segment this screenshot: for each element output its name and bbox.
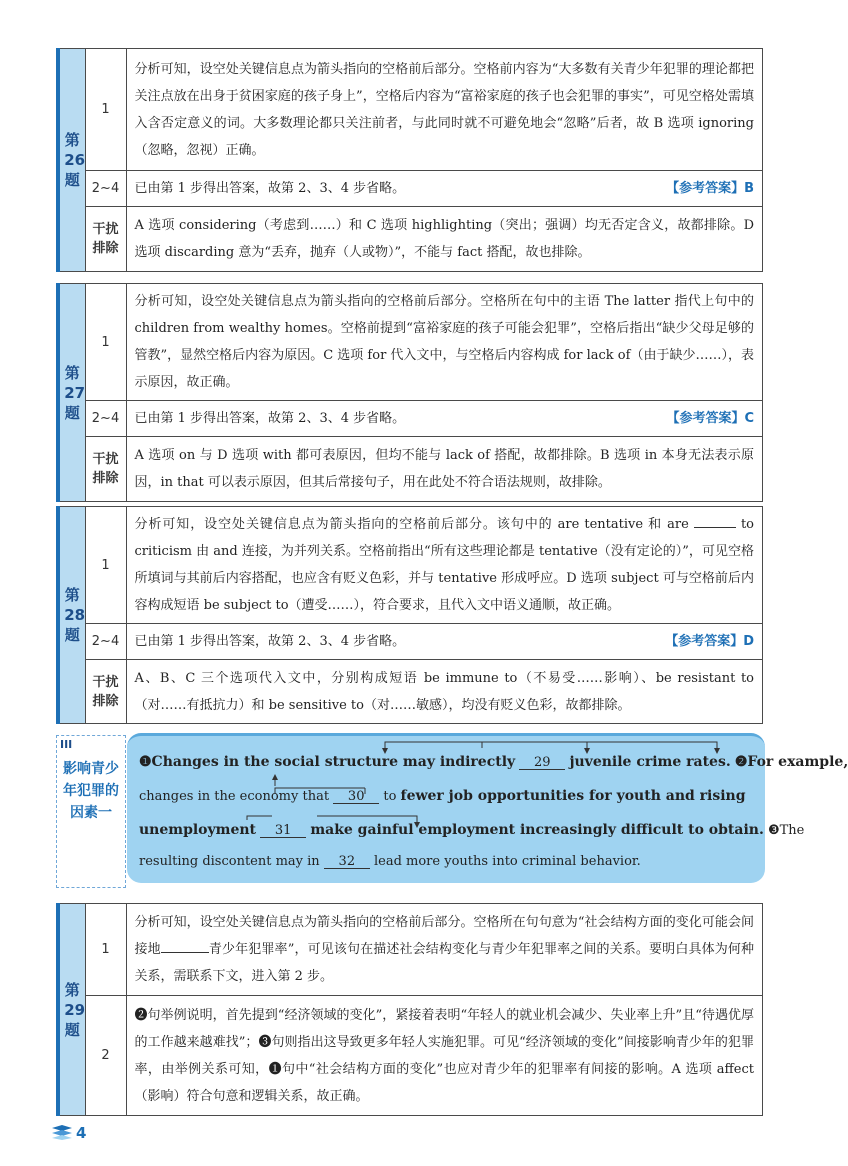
answer-label: 【参考答案】C — [666, 411, 754, 426]
passage-section-label — [56, 735, 126, 888]
analysis-text: 分析可知，设空处关键信息点为箭头指向的空格前后部分。该句中的 are tentative 和 are to criticism 由 and 连接，为并列关系。空格前指出“所有这些理论都是 tentative（没有定论的）”，可见空格所填词与其前后内容搭配，也应含有贬义色彩，并与 tentative 形成呼应。D 选项 subject 可与空格前后内容构成短语 be subject to（遭受……），符合要求，且代入文中语义通顺，故正确。 — [126, 507, 763, 624]
blank-30[interactable]: 30 — [333, 789, 379, 804]
answer-label: 【参考答案】D — [665, 634, 754, 649]
question-label: 第26题 — [58, 49, 85, 272]
page-number: 4 — [76, 1124, 87, 1142]
question-26-table — [56, 48, 763, 272]
passage-line-2: changes in the economy that 30 to fewer job opportunities for youth and rising — [139, 788, 746, 804]
roman-numeral: III — [60, 738, 73, 751]
passage-box — [127, 733, 848, 883]
interference-label: 干扰排除 — [85, 437, 126, 502]
passage-line-3: unemployment 31 make gainful employment increasingly difficult to obtain. ❸The — [139, 822, 805, 838]
step-number: 1 — [85, 284, 126, 401]
interference-text: A、B、C 三个选项代入文中，分别构成短语 be immune to（不易受……影响）、be resistant to（对……有抵抗力）和 be sensitive to（对……敏感），均没有贬义色彩，故都排除。 — [126, 660, 763, 724]
answer-label: 【参考答案】B — [666, 181, 754, 196]
analysis-text: 【参考答案】C 已由第 1 步得出答案，故第 2、3、4 步省略。 — [126, 401, 763, 437]
step-number: 1 — [85, 507, 126, 624]
step-number: 1 — [85, 49, 126, 171]
question-label: 第28题 — [58, 507, 85, 724]
step-number: 2~4 — [85, 401, 126, 437]
step-number: 2~4 — [85, 624, 126, 660]
analysis-text: 分析可知，设空处关键信息点为箭头指向的空格前后部分。空格所在句中的主语 The latter 指代上句中的 children from wealthy homes。空格前提到“富裕家庭的孩子可能会犯罪”，空格后指出“缺少父母足够的管教”，显然空格后内容为原因。C 选项 for 代入文中，与空格后内容构成 for lack of（由于缺少……），表示原因，故正确。 — [126, 284, 763, 401]
step-number: 2~4 — [85, 171, 126, 207]
passage-line-4: resulting discontent may in 32 lead more youths into criminal behavior. — [139, 854, 641, 869]
passage-line-1: ❶Changes in the social structure may indirectly 29 juvenile crime rates. ❷For example, — [139, 754, 848, 770]
analysis-text: 【参考答案】B 已由第 1 步得出答案，故第 2、3、4 步省略。 — [126, 171, 763, 207]
section-title: 影响青少年犯罪的因素一 — [63, 761, 119, 821]
question-27-table — [56, 283, 763, 502]
blank-29[interactable]: 29 — [519, 755, 565, 770]
step-number: 1 — [85, 904, 126, 996]
question-29-table — [56, 903, 763, 1116]
step-number: 2 — [85, 996, 126, 1116]
blank-31[interactable]: 31 — [260, 823, 306, 838]
analysis-text: 分析可知，设空处关键信息点为箭头指向的空格前后部分。空格所在句句意为“社会结构方面的变化可能会间接地 青少年犯罪率”，可见该句在描述社会结构变化与青少年犯罪率之间的关系。要明白具体为何种关系，需联系下文，进入第 2 步。 — [126, 904, 763, 996]
blank-line — [694, 513, 736, 528]
analysis-text: 分析可知，设空处关键信息点为箭头指向的空格前后部分。空格前内容为“大多数有关青少年犯罪的理论都把关注点放在出身于贫困家庭的孩子身上”，空格后内容为“富裕家庭的孩子也会犯罪的事实”，可见空格处需填入含否定意义的词。大多数理论都只关注前者，与此同时就不可避免地会“忽略”后者，故 B 选项 ignoring（忽略，忽视）正确。 — [126, 49, 763, 171]
interference-label: 干扰排除 — [85, 207, 126, 272]
analysis-text: ❷句举例说明，首先提到“经济领域的变化”，紧接着表明“年轻人的就业机会减少、失业率上升”且“待遇优厚的工作越来越难找”；❸句则指出这导致更多年轻人实施犯罪。可见“经济领域的变化”间接影响青少年的犯罪率，由举例关系可知，❶句中“社会结构方面的变化”也应对青少年的犯罪率有间接的影响。A 选项 affect（影响）符合句意和逻辑关系，故正确。 — [126, 996, 763, 1116]
interference-text: A 选项 on 与 D 选项 with 都可表原因，但均不能与 lack of 搭配，故都排除。B 选项 in 本身无法表示原因，in that 可以表示原因，但其后常接句子，用在此处不符合语法规则，故排除。 — [126, 437, 763, 502]
interference-label: 干扰排除 — [85, 660, 126, 724]
interference-text: A 选项 considering（考虑到……）和 C 选项 highlighting（突出；强调）均无否定含义，故都排除。D 选项 discarding 意为“丢弃，抛弃（人或物）”，不能与 fact 搭配，故也排除。 — [126, 207, 763, 272]
question-28-table — [56, 506, 763, 724]
page-marker-icon — [50, 1124, 74, 1140]
blank-32[interactable]: 32 — [324, 854, 370, 869]
question-label: 第27题 — [58, 284, 85, 502]
analysis-text: 【参考答案】D 已由第 1 步得出答案，故第 2、3、4 步省略。 — [126, 624, 763, 660]
blank-line — [161, 938, 209, 953]
question-label: 第29题 — [58, 904, 85, 1116]
page-footer — [50, 1124, 87, 1144]
